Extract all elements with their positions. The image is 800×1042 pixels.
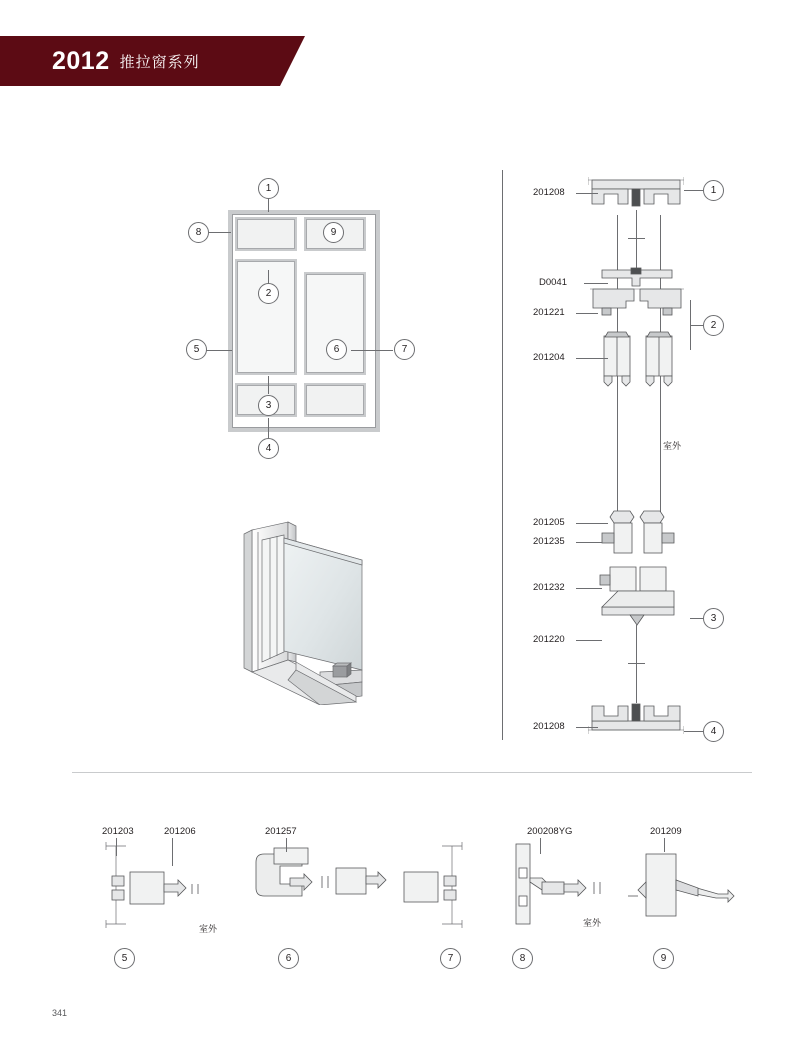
detail-8-outdoor: 室外 <box>583 918 602 928</box>
leader-8 <box>209 232 231 233</box>
detail-9-drawing <box>628 840 738 930</box>
section-callout-3[interactable]: 3 <box>703 608 724 629</box>
detail-7-drawing <box>398 840 468 930</box>
callout-3[interactable]: 3 <box>258 395 279 416</box>
callout-9[interactable]: 9 <box>323 222 344 243</box>
section-callout-2[interactable]: 2 <box>703 315 724 336</box>
profile-201232-201220 <box>588 565 684 627</box>
detail-callout-9[interactable]: 9 <box>653 948 674 969</box>
detail-callout-7[interactable]: 7 <box>440 948 461 969</box>
part-label-201221: 201221 <box>533 307 565 318</box>
leader-7 <box>351 350 393 351</box>
profile-201205-201235 <box>596 505 680 557</box>
hanger-tick-2 <box>628 663 645 664</box>
detail-8-label-200208yg: 200208YG <box>527 826 573 837</box>
detail-5-outdoor: 室外 <box>199 924 218 934</box>
detail-5-leader-b <box>172 838 173 866</box>
series-number: 2012 <box>52 46 110 75</box>
part-label-201235: 201235 <box>533 536 565 547</box>
series-title: 推拉窗系列 <box>119 53 200 71</box>
detail-8-drawing <box>508 838 628 930</box>
detail-6-leader <box>286 838 287 852</box>
leader-201220 <box>576 640 602 641</box>
hanger-tick-1 <box>628 238 645 239</box>
page-number: 341 <box>52 1008 68 1018</box>
part-label-201220: 201220 <box>533 634 565 645</box>
corner-perspective-illustration <box>236 520 386 705</box>
part-label-201208-bottom: 201208 <box>533 721 565 732</box>
leader-3 <box>268 376 269 394</box>
part-label-d0041: D0041 <box>539 277 567 288</box>
leader-201205 <box>576 523 608 524</box>
part-label-201208-top: 201208 <box>533 187 565 198</box>
leader-201221 <box>576 313 598 314</box>
leader-201208-top <box>576 193 598 194</box>
leader-5 <box>206 350 232 351</box>
callout-8[interactable]: 8 <box>188 222 209 243</box>
pane-top-left <box>235 217 297 251</box>
leader-201232 <box>576 588 602 589</box>
detail-9-label-201209: 201209 <box>650 826 682 837</box>
hanger-rod-top <box>636 210 637 268</box>
profile-201221 <box>590 286 684 318</box>
leader-201204 <box>576 358 608 359</box>
leader-201235 <box>576 542 602 543</box>
detail-9-leader <box>664 838 665 852</box>
section-bracket-2-v <box>690 300 691 350</box>
callout-2[interactable]: 2 <box>258 283 279 304</box>
section-callout-4[interactable]: 4 <box>703 721 724 742</box>
sliding-window-elevation <box>228 210 380 432</box>
detail-5-leader-a <box>116 838 117 856</box>
detail-8-leader <box>540 838 541 854</box>
detail-callout-5[interactable]: 5 <box>114 948 135 969</box>
pane-middle-left <box>235 259 297 375</box>
callout-4[interactable]: 4 <box>258 438 279 459</box>
leader-4 <box>268 418 269 438</box>
part-label-201204: 201204 <box>533 352 565 363</box>
banner-inner <box>52 36 200 86</box>
detail-5-drawing <box>100 840 230 930</box>
callout-6[interactable]: 6 <box>326 339 347 360</box>
section-bracket-1 <box>684 190 703 191</box>
callout-7[interactable]: 7 <box>394 339 415 360</box>
section-callout-1[interactable]: 1 <box>703 180 724 201</box>
profile-d0041 <box>600 266 674 288</box>
section-divider <box>72 772 752 773</box>
part-label-201232: 201232 <box>533 582 565 593</box>
detail-callout-6[interactable]: 6 <box>278 948 299 969</box>
section-bracket-2 <box>690 325 703 326</box>
series-banner <box>0 36 280 86</box>
section-bracket-3 <box>690 618 703 619</box>
hanger-rod-bottom <box>636 625 637 703</box>
detail-6-drawing <box>250 838 400 918</box>
profile-sill-201208 <box>588 700 684 734</box>
leader-d0041 <box>584 283 608 284</box>
section-bracket-4 <box>684 731 703 732</box>
detail-6-label-201257: 201257 <box>265 826 297 837</box>
annotation-outdoor-section: 室外 <box>663 441 682 451</box>
profile-head-201208 <box>588 176 684 210</box>
part-label-201205: 201205 <box>533 517 565 528</box>
profile-201204-pair <box>600 330 676 388</box>
callout-5[interactable]: 5 <box>186 339 207 360</box>
leader-201208-bottom <box>576 727 598 728</box>
detail-5-label-201203: 201203 <box>102 826 134 837</box>
detail-5-label-201206: 201206 <box>164 826 196 837</box>
pane-bottom-right <box>304 383 366 417</box>
callout-1[interactable]: 1 <box>258 178 279 199</box>
section-left-rule <box>502 170 503 740</box>
detail-callout-8[interactable]: 8 <box>512 948 533 969</box>
